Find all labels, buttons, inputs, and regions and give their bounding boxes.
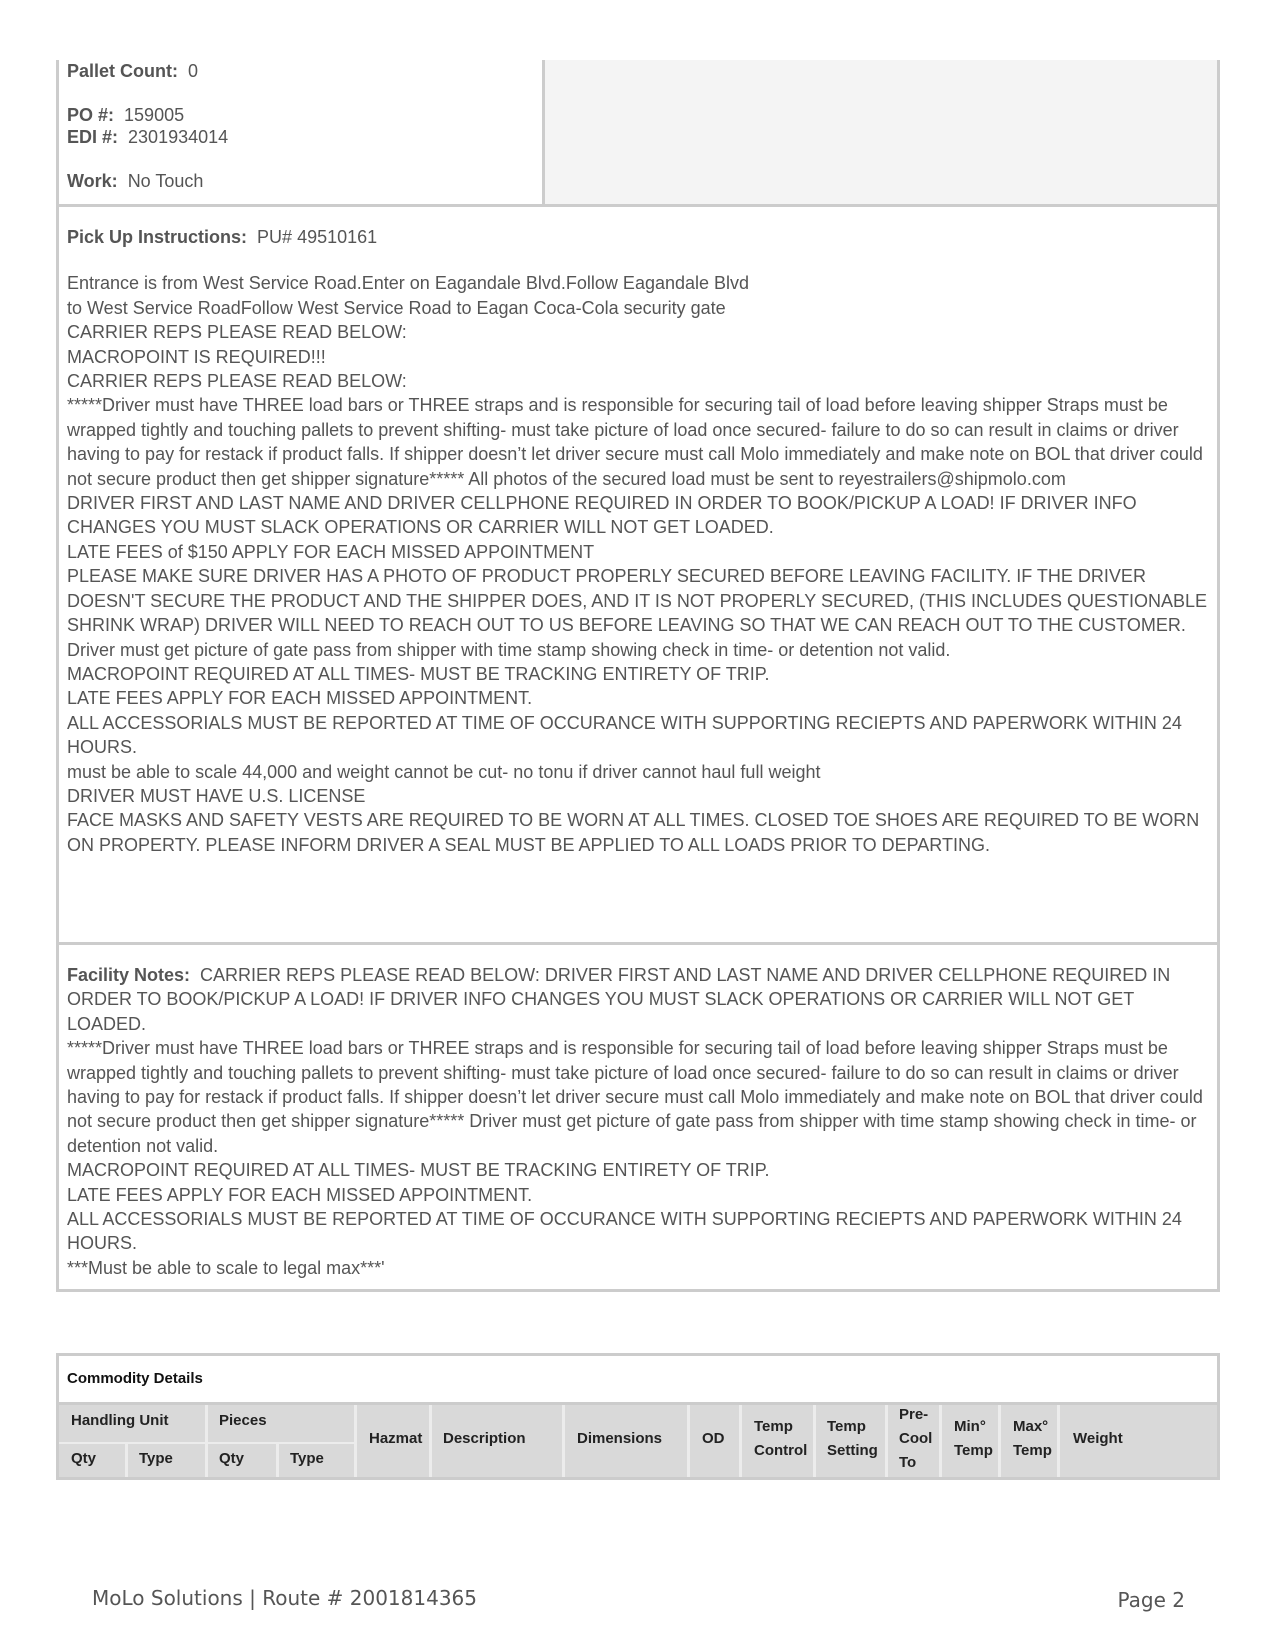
header-pc-type: Type xyxy=(290,1450,324,1467)
header-min-temp-line2: Temp xyxy=(954,1442,993,1459)
work-label: Work: xyxy=(67,171,118,191)
header-precool-line1: Pre- xyxy=(899,1406,929,1423)
commodity-title: Commodity Details xyxy=(67,1370,203,1387)
header-max-temp-line2: Temp xyxy=(1013,1442,1052,1459)
header-temp-setting-line2: Setting xyxy=(827,1442,878,1459)
header-precool-line3: To xyxy=(899,1454,917,1471)
column-divider xyxy=(739,1405,742,1477)
column-divider xyxy=(998,1405,1001,1477)
edi-label: EDI #: xyxy=(67,127,119,147)
shipment-summary-left xyxy=(59,60,542,204)
pickup-line: CARRIER REPS PLEASE READ BELOW: xyxy=(67,371,407,392)
header-precool xyxy=(899,1403,932,1475)
facility-line: ***Must be able to scale to legal max***' xyxy=(67,1257,385,1278)
facility-line: MACROPOINT REQUIRED AT ALL TIMES- MUST BE TRACKING ENTIRETY OF TRIP. xyxy=(67,1160,770,1181)
facility-line: LATE FEES APPLY FOR EACH MISSED APPOINTMENT. xyxy=(67,1184,533,1205)
pickup-line: FACE MASKS AND SAFETY VESTS ARE REQUIRED TO BE WORN AT ALL TIMES. CLOSED TOE SHOES ARE REQUIRED TO BE WORN ON PROPERTY. PLEASE INFORM DRIVER A SEAL MUST BE APPLIED TO ALL LOADS PRIOR TO DEPARTING. xyxy=(67,810,1200,855)
column-divider xyxy=(687,1405,690,1477)
po-label: PO #: xyxy=(67,105,115,125)
header-hu-type: Type xyxy=(139,1450,173,1467)
pickup-instructions-box xyxy=(56,204,1220,945)
footer-route: MoLo Solutions | Route # 2001814365 xyxy=(92,1586,477,1610)
column-divider xyxy=(429,1405,432,1477)
pickup-line: Entrance is from West Service Road.Enter on Eagandale Blvd.Follow Eagandale Blvd xyxy=(67,273,750,294)
header-pc-qty: Qty xyxy=(219,1450,245,1467)
column-divider xyxy=(1057,1405,1060,1477)
pickup-line: to West Service RoadFollow West Service Road to Eagan Coca-Cola security gate xyxy=(67,297,726,318)
header-weight: Weight xyxy=(1073,1430,1123,1447)
facility-first xyxy=(67,963,1215,1036)
column-divider xyxy=(354,1405,357,1477)
po-field xyxy=(67,104,184,126)
pallet-count-label: Pallet Count: xyxy=(67,61,178,81)
po-value: 159005 xyxy=(124,105,185,125)
header-od: OD xyxy=(702,1430,725,1447)
pickup-line: DRIVER MUST HAVE U.S. LICENSE xyxy=(67,785,366,806)
column-divider xyxy=(205,1405,208,1477)
column-divider xyxy=(939,1405,942,1477)
shipment-summary-box xyxy=(56,60,1220,207)
header-pieces: Pieces xyxy=(219,1412,267,1429)
column-divider xyxy=(885,1405,888,1477)
header-min-temp-line1: Min° xyxy=(954,1418,986,1435)
subheader-divider xyxy=(59,1442,354,1444)
commodity-header-row xyxy=(59,1402,1217,1477)
header-hazmat: Hazmat xyxy=(369,1430,423,1447)
pickup-line: PLEASE MAKE SURE DRIVER HAS A PHOTO OF PRODUCT PROPERLY SECURED BEFORE LEAVING FACILITY. IF THE DRIVER DOESN'T SECURE THE PRODUCT AND THE SHIPPER DOES, AND IT IS NOT PROPERLY SECURED, (THIS INCLUDES QUESTIONABLE SHRINK WRAP) DRIVER WILL NEED TO REACH OUT TO US BEFORE LEAVING SO THAT WE CAN REACH OUT TO THE CUSTOMER. xyxy=(67,566,1208,636)
pickup-line: LATE FEES of $150 APPLY FOR EACH MISSED APPOINTMENT xyxy=(67,541,595,562)
header-max-temp xyxy=(1013,1415,1052,1463)
facility-line: *****Driver must have THREE load bars or THREE straps and is responsible for securing tail of load before leaving shipper Straps must be wrapped tightly and touching pallets to prevent shifting- must take picture of load once secured- failure to do so can result in claims or driver having to pay for restack if product falls. If shipper doesn’t let driver secure must call Molo immediately and make note on BOL that driver could not secure product then get shipper signature***** Driver must get picture of gate pass from shipper with time stamp showing check in time- or detention not valid. xyxy=(67,1038,1203,1156)
pallet-count-value: 0 xyxy=(188,61,199,81)
header-max-temp-line1: Max° xyxy=(1013,1418,1049,1435)
header-temp-control-line1: Temp xyxy=(754,1418,793,1435)
pickup-heading xyxy=(67,225,1215,249)
pickup-line: ALL ACCESSORIALS MUST BE REPORTED AT TIME OF OCCURANCE WITH SUPPORTING RECIEPTS AND PAPERWORK WITHIN 24 HOURS. xyxy=(67,712,1182,758)
header-temp-control-line2: Control xyxy=(754,1442,808,1459)
facility-notes-box xyxy=(56,942,1220,1292)
header-temp-control xyxy=(754,1415,807,1463)
pickup-number: PU# 49510161 xyxy=(257,227,378,247)
header-handling-unit: Handling Unit xyxy=(71,1412,169,1429)
facility-label: Facility Notes: xyxy=(67,965,191,985)
pickup-line: CARRIER REPS PLEASE READ BELOW: xyxy=(67,322,407,343)
work-field xyxy=(67,170,203,192)
header-min-temp xyxy=(954,1415,993,1463)
header-hu-qty: Qty xyxy=(71,1450,97,1467)
commodity-details-table xyxy=(56,1353,1220,1480)
header-temp-setting xyxy=(827,1415,878,1463)
column-divider xyxy=(125,1444,128,1477)
facility-first-text: CARRIER REPS PLEASE READ BELOW: DRIVER FIRST AND LAST NAME AND DRIVER CELLPHONE REQUIRED IN ORDER TO BOOK/PICKUP A LOAD! IF DRIVER INFO CHANGES YOU MUST SLACK OPERATIONS OR CARRIER WILL NOT GET LOADED. xyxy=(67,965,1171,1034)
work-value: No Touch xyxy=(127,171,204,191)
edi-value: 2301934014 xyxy=(128,127,229,147)
pickup-instructions xyxy=(67,225,1215,857)
pickup-label: Pick Up Instructions: xyxy=(67,227,248,247)
footer-page-number: Page 2 xyxy=(1117,1588,1185,1612)
pickup-line: MACROPOINT IS REQUIRED!!! xyxy=(67,346,326,367)
pickup-line: *****Driver must have THREE load bars or THREE straps and is responsible for securing tail of load before leaving shipper Straps must be wrapped tightly and touching pallets to prevent shifting- must take picture of load once secured- failure to do so can result in claims or driver having to pay for restack if product falls. If shipper doesn’t let driver secure must call Molo immediately and make note on BOL that driver could not secure product then get shipper signature***** All photos of the secured load must be sent to reyestrailers@shipmolo.com xyxy=(67,395,1203,489)
pickup-line: MACROPOINT REQUIRED AT ALL TIMES- MUST BE TRACKING ENTIRETY OF TRIP. xyxy=(67,663,770,684)
header-dimensions: Dimensions xyxy=(577,1430,663,1447)
header-precool-line2: Cool xyxy=(899,1430,933,1447)
facility-line: ALL ACCESSORIALS MUST BE REPORTED AT TIME OF OCCURANCE WITH SUPPORTING RECIEPTS AND PAPERWORK WITHIN 24 HOURS. xyxy=(67,1209,1182,1254)
pickup-line: Driver must get picture of gate pass from shipper with time stamp showing check in time- or detention not valid. xyxy=(67,639,951,660)
pickup-line: must be able to scale 44,000 and weight cannot be cut- no tonu if driver cannot haul full weight xyxy=(67,761,821,782)
header-description: Description xyxy=(443,1430,526,1447)
facility-notes xyxy=(67,963,1215,1280)
edi-field xyxy=(67,126,228,148)
shipment-summary-right xyxy=(542,60,1217,204)
pickup-line: DRIVER FIRST AND LAST NAME AND DRIVER CELLPHONE REQUIRED IN ORDER TO BOOK/PICKUP A LOAD! IF DRIVER INFO CHANGES YOU MUST SLACK OPERATIONS OR CARRIER WILL NOT GET LOADED. xyxy=(67,493,1137,538)
column-divider xyxy=(276,1444,279,1477)
pallet-count-field xyxy=(67,60,198,82)
pickup-line: LATE FEES APPLY FOR EACH MISSED APPOINTMENT. xyxy=(67,688,533,709)
column-divider xyxy=(562,1405,565,1477)
column-divider xyxy=(813,1405,816,1477)
header-temp-setting-line1: Temp xyxy=(827,1418,866,1435)
